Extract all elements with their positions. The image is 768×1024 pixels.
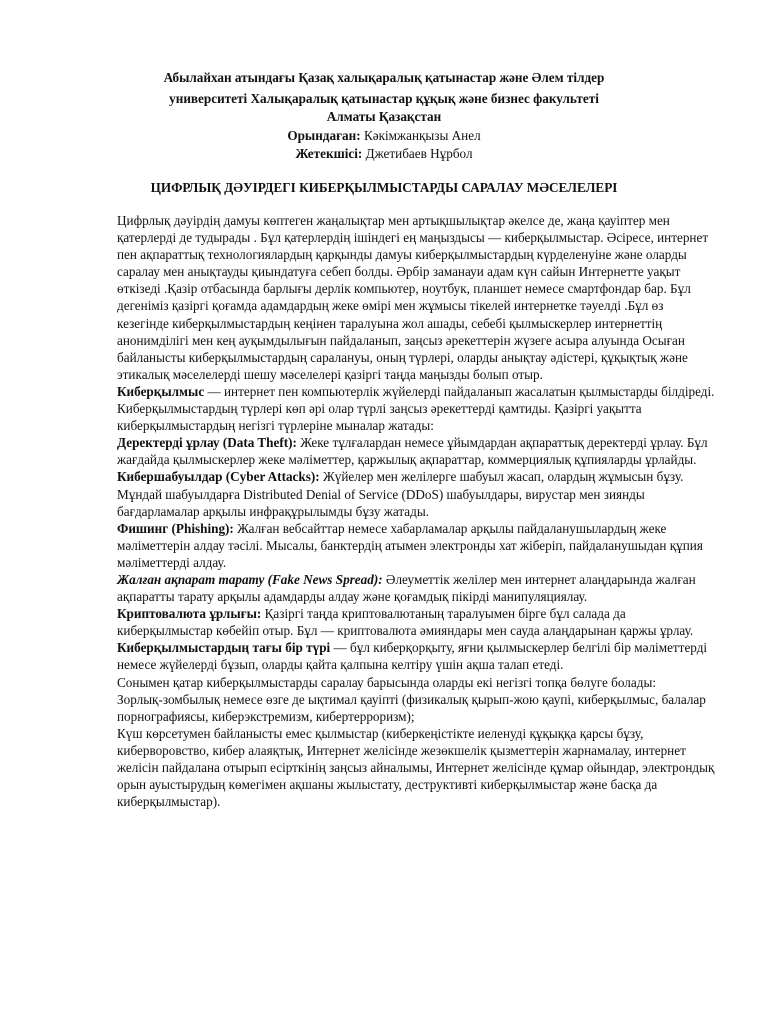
supervisor-name: Джетибаев Нұрбол <box>362 146 473 161</box>
type-text: Қазіргі таңда криптовалютаның таралуымен бірге бұл салада да киберқылмыстар көбейіп отыр. Бұл — криптовалюта әмияндары мен сауда алаңдарынан қаржы ұрлау. <box>117 606 694 639</box>
type-term: Киберқылмыстардың тағы бір түрі <box>117 640 331 656</box>
supervisor-label: Жетекшісі: <box>295 146 363 161</box>
type-data-theft <box>117 434 717 468</box>
type-term-italic: Жалған ақпарат тарату (Fake News Spread): <box>117 571 383 587</box>
intro-paragraph: Цифрлық дәуірдің дамуы көптеген жаңалықтар мен артықшылықтар әкелсе де, жаңа қауіптер мен қатерлерді де тудырады . Бұл қатерлердің ішіндегі ең маңыздысы — киберқылмыстар. Әсіресе, интернет пен ақпараттық технологиялардың қарқынды дамуы киберқылмыстардың күрделенуіне және оларды саралау мен анықтауды қиындатуға себеп болды. Әрбір заманауи адам күн сайын Интернетте уақыт өткізеді .Қазір отбасында барлығы дерлік компьютер, ноутбук, планшет немесе смартфондар бар. Бұл дегеніміз қазіргі қоғамда адамдардың жеке өмірі мен жұмысы тікелей интернетке тәуелді .Бұл өз кезегінде киберқылмыстардың кеңінен таралуына жол ашады, себебі қылмыскерлер интернеттің анонимділігі мен кең ауқымдылығын пайдаланып, заңсыз әрекеттерін жүзеге асыра алуында Осыған байланысты киберқылмыстардың саралануы, оның түрлері, оларды анықтау әдістері, құқықтық және этикалық мәселелерді шешу мәселелері қазіргі таңда маңызды болып отыр. <box>117 213 709 382</box>
group-non-violent: Күш көрсетумен байланысты емес қылмыстар (киберкеңістікте иеленуді құқыққа қарсы бұзу, киберворовство, кибер алаяқтық, Интернет желісінде жезөкшелік қызметтерін жарнамалау, интернет желісін пайдалана отырып есірткінің заңсыз айналымы, Интернет желісінде құмар ойындар, электрондық орын ауыстырудың көмегімен ақшаны жылыстату, деструктивті киберқылмыстар және басқа да киберқылмыстар). <box>117 725 715 810</box>
type-phishing <box>117 520 717 571</box>
type-term: Кибершабуылдар (Cyber Attacks): <box>117 469 320 485</box>
definition-paragraph <box>117 383 717 434</box>
author-name: Кәкімжанқызы Анел <box>360 128 481 143</box>
group-violent: Зорлық-зомбылық немесе өзге де ықтимал қауіпті (физикалық қырып-жою қаупі, киберқылмыс, балалар порнографиясы, киберэкстремизм, кибертерроризм); <box>117 691 706 724</box>
type-cyber-attacks <box>117 468 717 519</box>
definition-term: Киберқылмыс <box>117 383 205 399</box>
type-text: — бұл киберқорқыту, яғни қылмыскерлер белгілі бір мәліметтерді немесе жүйелерді бұзып, оларды қайта қалпына келтіру үшін ақша талап етеді. <box>117 640 708 673</box>
article-title: ЦИФРЛЫҚ ДӘУІРДЕГІ КИБЕРҚЫЛМЫСТАРДЫ САРАЛАУ МӘСЕЛЕЛЕРІ <box>150 180 618 195</box>
type-text: Жеке тұлғалардан немесе ұйымдардан ақпараттық деректерді ұрлау. Бұл жағдайда қылмыскерлер жеке мәліметтер, қаржылық ақпараттар, коммерциялық құпияларды ұрлайды. <box>117 435 708 468</box>
type-crypto-theft <box>117 605 717 639</box>
type-text: Жалған вебсайттар немесе хабарламалар арқылы пайдаланушылардың жеке мәліметтерін алдау тәсілі. Мысалы, банктердің атымен электронды хат жіберіп, пайдаланушыдан құпия мәліметтерді алдау. <box>117 520 703 570</box>
type-text: Жүйелер мен желілерге шабуыл жасап, олардың жұмысын бұзу. Мұндай шабуылдарға Distributed Denial of Service (DDoS) шабуылдары, вирустар мен зиянды бағдарламалар арқылы инфрақұрылымды бұзу жатады. <box>117 469 684 519</box>
type-term: Криптовалюта ұрлығы: <box>117 606 262 622</box>
type-term <box>117 572 383 587</box>
classification-paragraph: Сонымен қатар киберқылмыстарды саралау барысында оларды екі негізгі топқа бөлуге болады: <box>117 674 656 690</box>
type-term: Деректерді ұрлау (Data Theft): <box>117 435 297 451</box>
header-city: Алматы Қазақстан <box>326 109 442 124</box>
definition-text: — интернет пен компьютерлік жүйелерді пайдаланып жасалатын қылмыстарды білдіреді. Киберқылмыстардың түрлері көп әрі олар түрлі заңсыз әрекеттерді қамтиды. Қазіргі уақытта киберқылмыстардың негізгі түрлеріне мыналар жатады: <box>117 383 715 434</box>
header-university-line1: Абылайхан атындағы Қазақ халықаралық қатынастар және Әлем тілдер <box>163 70 605 85</box>
type-fake-news <box>117 571 717 605</box>
article-body <box>117 212 717 810</box>
supervisor-line <box>0 145 768 162</box>
type-cyber-extortion <box>117 639 717 673</box>
header-university-line2: университеті Халықаралық қатынастар құқық және бизнес факультеті <box>169 91 599 106</box>
author-line <box>0 127 768 144</box>
type-text: Әлеуметтік желілер мен интернет алаңдарында жалған ақпаратты тарату арқылы адамдарды алдау және қоғамдық пікірді манипуляциялау. <box>117 571 696 605</box>
type-term: Фишинг (Phishing): <box>117 520 234 536</box>
author-label: Орындаған: <box>287 128 361 143</box>
